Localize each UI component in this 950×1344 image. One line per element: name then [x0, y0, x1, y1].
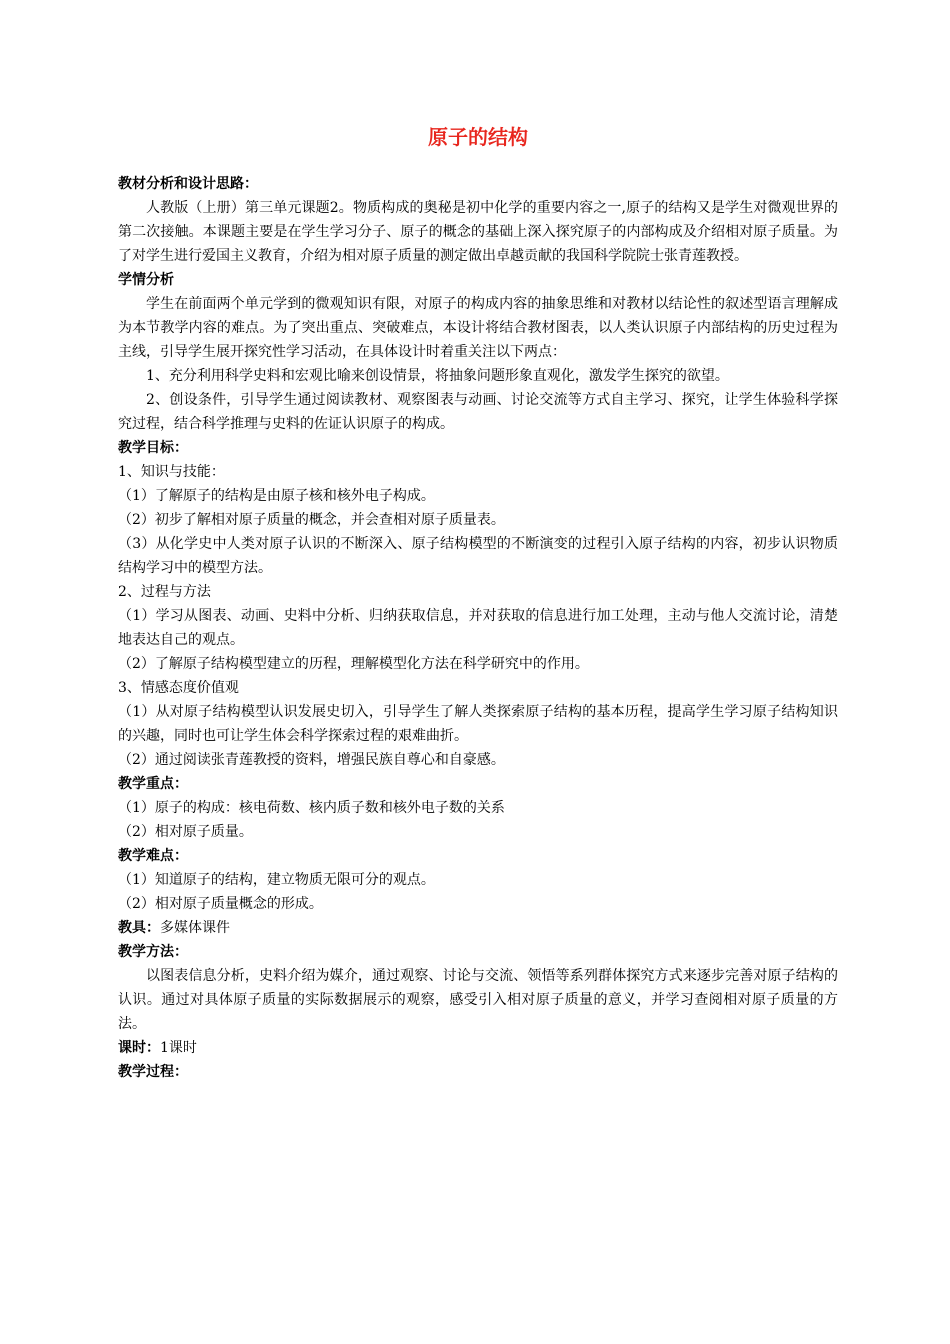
- goal-process-1: （1）学习从图表、动画、史料中分析、归纳获取信息，并对获取的信息进行加工处理，主动与他人交流讨论，清楚地表达自己的观点。: [118, 608, 838, 648]
- difficult-heading: 教学难点：: [118, 848, 188, 864]
- hours-line: [118, 1036, 838, 1060]
- difficult-point-2: （2）相对原子质量概念的形成。: [118, 896, 323, 912]
- students-point-2: 2、创设条件，引导学生通过阅读教材、观察图表与动画、讨论交流等方式自主学习、探究，让学生体验科学探究过程，结合科学推理与史料的佐证认识原子的构成。: [118, 392, 838, 432]
- goal-attitude-2: （2）通过阅读张青莲教授的资料，增强民族自尊心和自豪感。: [118, 752, 505, 768]
- goal-knowledge-3: （3）从化学史中人类对原子认识的不断深入、原子结构模型的不断演变的过程引入原子结构的内容，初步认识物质结构学习中的模型方法。: [118, 536, 838, 576]
- analysis-paragraph: 人教版（上册）第三单元课题2。物质构成的奥秘是初中化学的重要内容之一,原子的结构又是学生对微观世界的第二次接触。本课题主要是在学生学习分子、原子的概念的基础上深入探究原子的内部构成及介绍相对原子质量。为了对学生进行爱国主义教育，介绍为相对原子质量的测定做出卓越贡献的我国科学院院士张青莲教授。: [118, 200, 838, 264]
- goal-knowledge-2: （2）初步了解相对原子质量的概念，并会查相对原子质量表。: [118, 512, 505, 528]
- goal-process: 2、过程与方法: [118, 584, 211, 600]
- tools-line: [118, 916, 838, 940]
- hours-value: 1课时: [160, 1040, 197, 1056]
- key-heading: 教学重点：: [118, 776, 188, 792]
- tools-value: 多媒体课件: [160, 920, 230, 936]
- goal-knowledge-1: （1）了解原子的结构是由原子核和核外电子构成。: [118, 488, 435, 504]
- students-heading: 学情分析: [118, 272, 174, 288]
- methods-heading: 教学方法：: [118, 944, 188, 960]
- difficult-point-1: （1）知道原子的结构，建立物质无限可分的观点。: [118, 872, 435, 888]
- process-heading: 教学过程：: [118, 1064, 188, 1080]
- hours-heading: 课时：: [118, 1040, 160, 1056]
- goal-knowledge: 1、知识与技能：: [118, 464, 225, 480]
- key-point-2: （2）相对原子质量。: [118, 824, 253, 840]
- students-paragraph: 学生在前面两个单元学到的微观知识有限，对原子的构成内容的抽象思维和对教材以结论性的叙述型语言理解成为本节教学内容的难点。为了突出重点、突破难点，本设计将结合教材图表，以人类认识原子内部结构的历史过程为主线，引导学生展开探究性学习活动，在具体设计时着重关注以下两点：: [118, 296, 838, 360]
- goal-attitude-1: （1）从对原子结构模型认识发展史切入，引导学生了解人类探索原子结构的基本历程，提高学生学习原子结构知识的兴趣，同时也可让学生体会科学探索过程的艰难曲折。: [118, 704, 838, 744]
- key-point-1: （1）原子的构成：核电荷数、核内质子数和核外电子数的关系: [118, 800, 505, 816]
- goal-process-2: （2）了解原子结构模型建立的历程，理解模型化方法在科学研究中的作用。: [118, 656, 589, 672]
- methods-paragraph: 以图表信息分析，史料介绍为媒介，通过观察、讨论与交流、领悟等系列群体探究方式来逐步完善对原子结构的认识。通过对具体原子质量的实际数据展示的观察，感受引入相对原子质量的意义，并学习查阅相对原子质量的方法。: [118, 968, 838, 1032]
- document-page: [118, 122, 838, 1084]
- tools-heading: 教具：: [118, 920, 160, 936]
- goals-heading: 教学目标：: [118, 440, 188, 456]
- document-title: 原子的结构: [428, 125, 528, 149]
- analysis-heading: 教材分析和设计思路：: [118, 176, 258, 192]
- students-point-1: 1、充分利用科学史料和宏观比喻来创设情景，将抽象问题形象直观化，激发学生探究的欲望。: [146, 368, 729, 384]
- goal-attitude: 3、情感态度价值观: [118, 680, 239, 696]
